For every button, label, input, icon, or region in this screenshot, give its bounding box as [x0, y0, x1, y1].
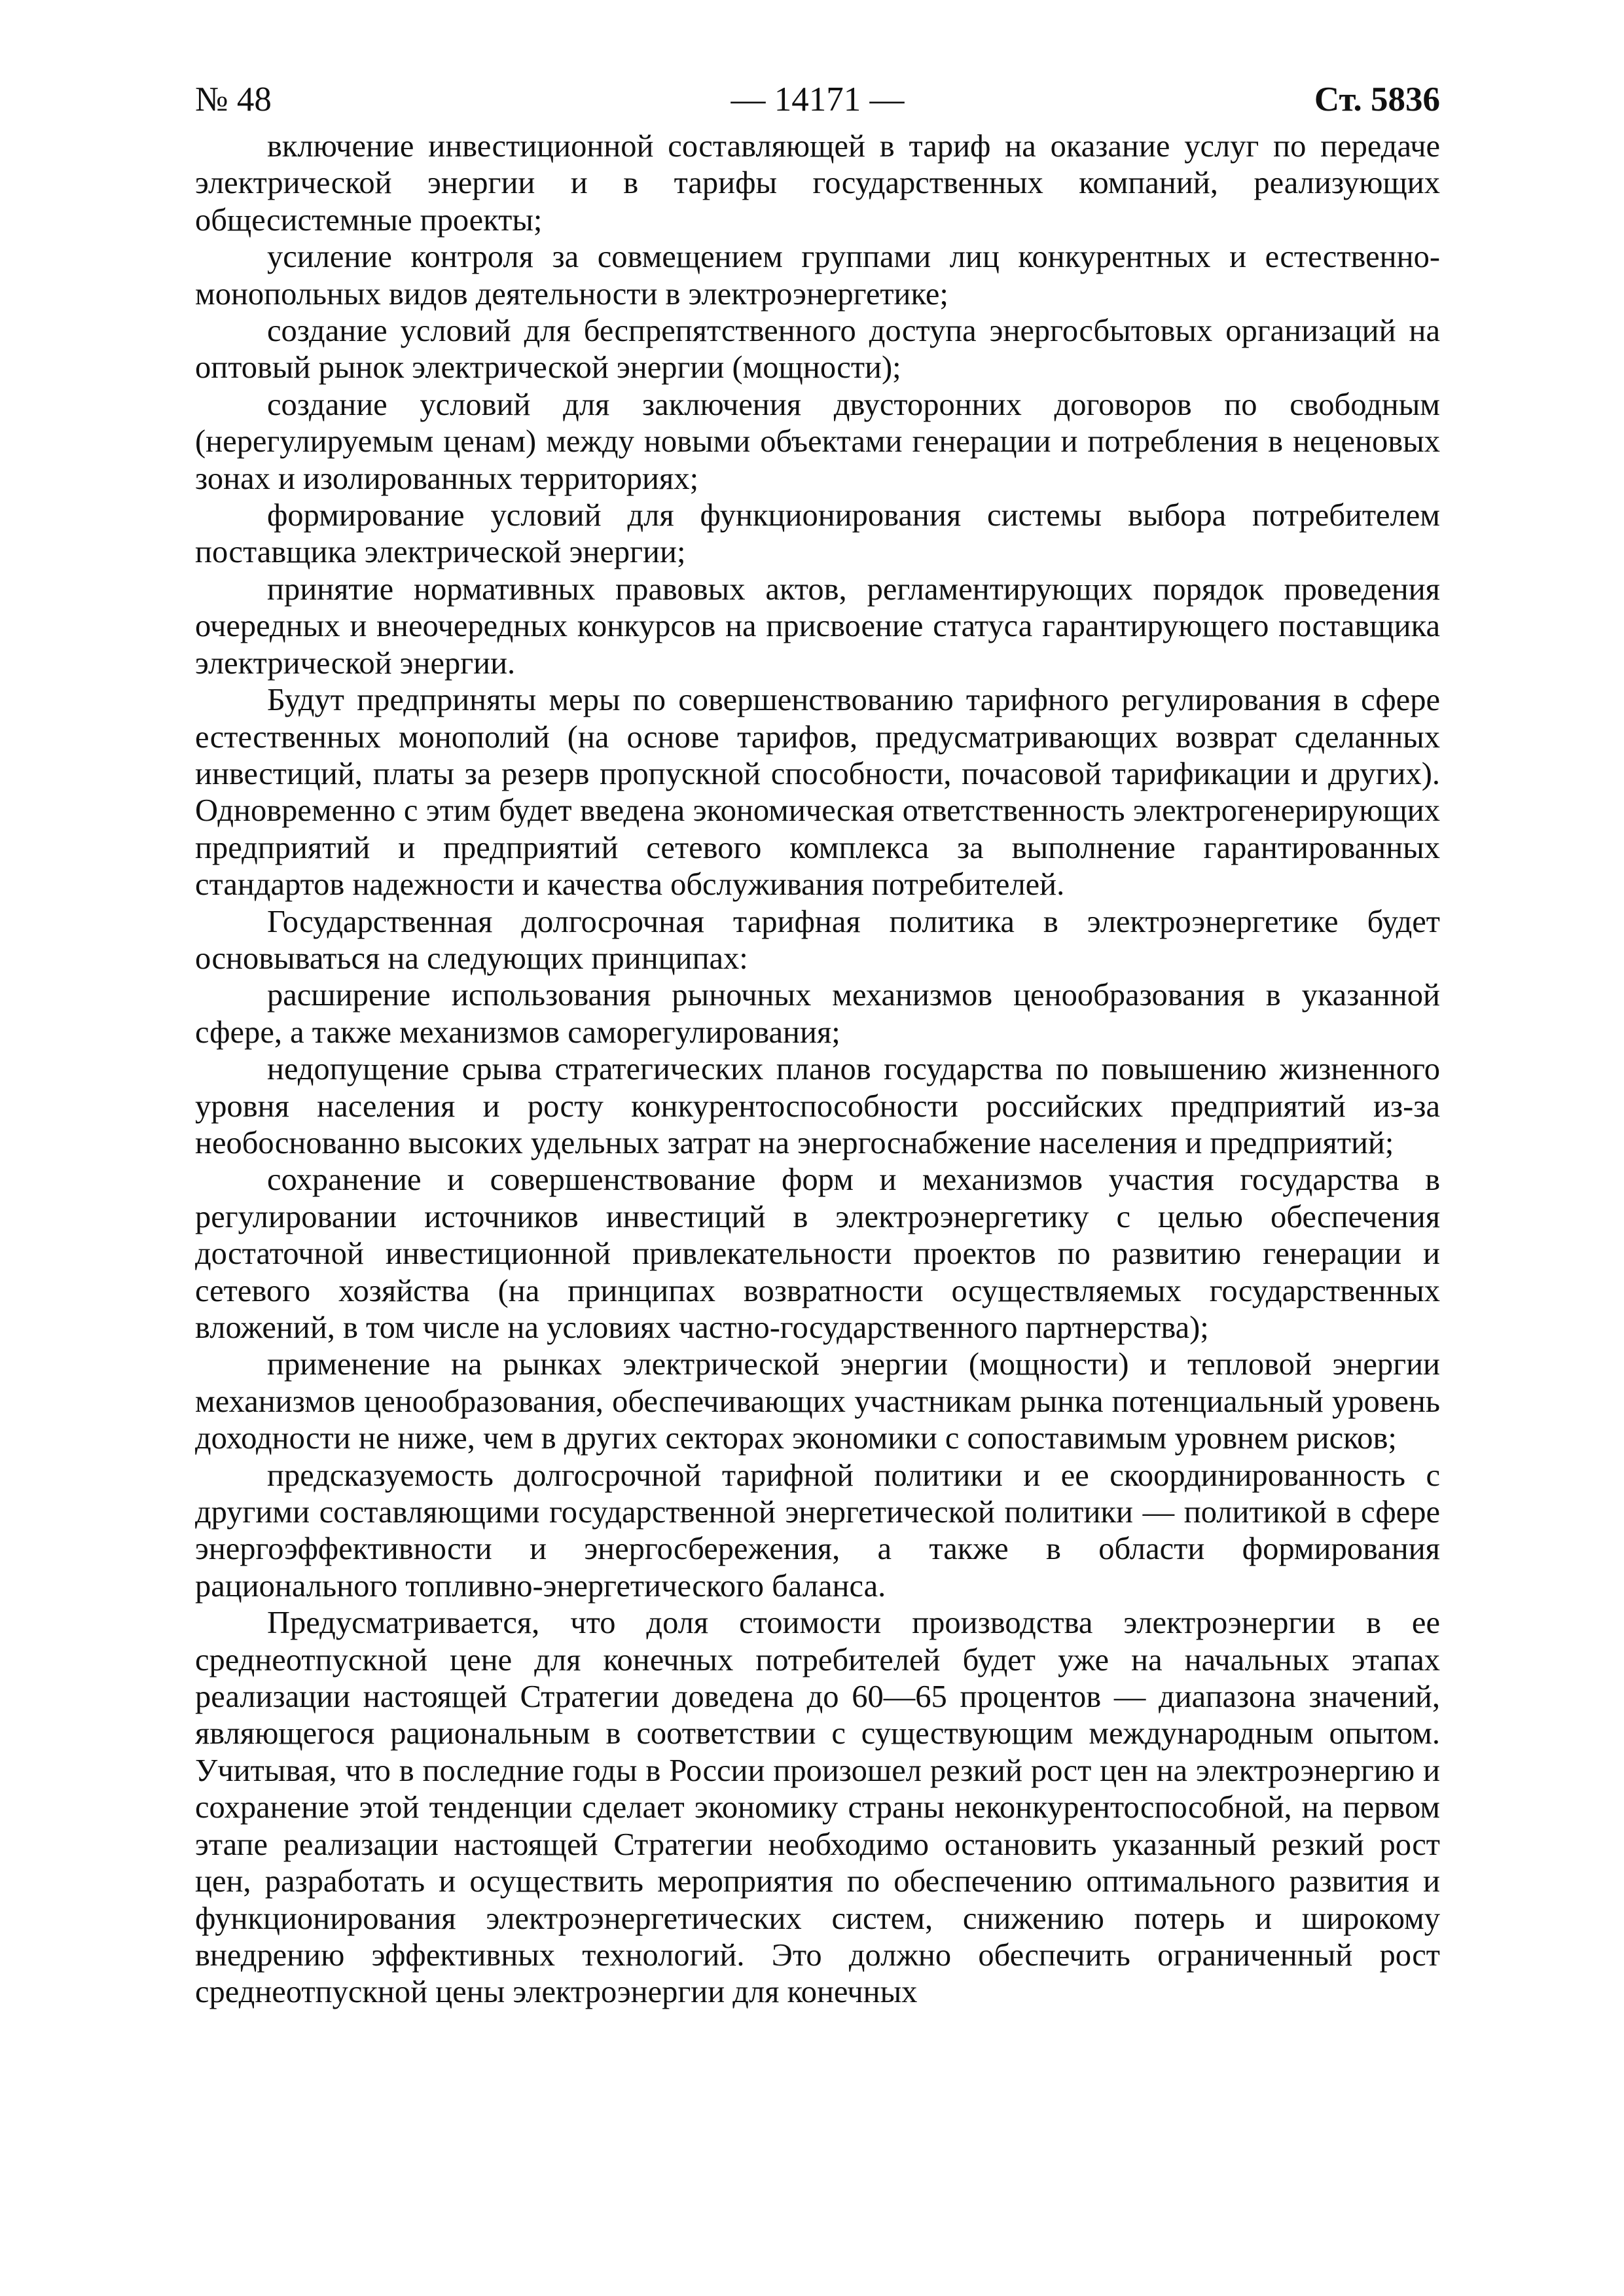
- page-number: — 14171 —: [731, 81, 905, 118]
- paragraph: сохранение и совершенствование форм и механизмов участия государства в регулировании источников инвестиций в электроэнергетику с целью обеспечения достаточной инвестиционной привлекательности проектов по развитию генерации и сетевого хозяйства (на принципах возвратности осуществляемых государственных вложений, в том числе на условиях частно-государственного партнерства);: [195, 1162, 1440, 1345]
- article-number: Ст. 5836: [1314, 81, 1440, 118]
- paragraph: включение инвестиционной составляющей в тариф на оказание услуг по передаче электрической энергии и в тарифы государственных компаний, реализующих общесистемные проекты;: [195, 129, 1440, 238]
- paragraph: недопущение срыва стратегических планов государства по повышению жизненного уровня населения и росту конкурентоспособности российских предприятий из-за необоснованно высоких удельных затрат на энергоснабжение населения и предприятий;: [195, 1052, 1440, 1160]
- body-text: [195, 128, 1440, 2011]
- paragraph: создание условий для заключения двусторонних договоров по свободным (нерегулируемым ценам) между новыми объектами генерации и потребления в неценовых зонах и изолированных территориях;: [195, 387, 1440, 496]
- document-page: [195, 72, 1440, 2251]
- paragraph: Будут предприняты меры по совершенствованию тарифного регулирования в сфере естественных монополий (на основе тарифов, предусматривающих возврат сделанных инвестиций, платы за резерв пропускной способности, почасовой тарификации и других). Одновременно с этим будет введена экономическая ответственность электрогенерирующих предприятий и предприятий сетевого комплекса за выполнение гарантированных стандартов надежности и качества обслуживания потребителей.: [195, 683, 1440, 903]
- paragraph: создание условий для беспрепятственного доступа энергосбытовых организаций на оптовый рынок электрической энергии (мощности);: [195, 314, 1440, 386]
- issue-number: № 48: [195, 81, 272, 118]
- paragraph: расширение использования рыночных механизмов ценообразования в указанной сфере, а также механизмов саморегулирования;: [195, 978, 1440, 1050]
- page-header: [195, 72, 1440, 127]
- paragraph: Государственная долгосрочная тарифная политика в электроэнергетике будет основываться на следующих принципах:: [195, 904, 1440, 976]
- paragraph: усиление контроля за совмещением группами лиц конкурентных и естественно-монопольных видов деятельности в электроэнергетике;: [195, 240, 1440, 312]
- paragraph: принятие нормативных правовых актов, регламентирующих порядок проведения очередных и внеочередных конкурсов на присвоение статуса гарантирующего поставщика электрической энергии.: [195, 571, 1440, 681]
- paragraph: Предусматривается, что доля стоимости производства электроэнергии в ее среднеотпускной цене для конечных потребителей будет уже на начальных этапах реализации настоящей Стратегии доведена до 60—65 процентов — диапазона значений, являющегося рациональным в соответствии с существующим международным опытом. Учитывая, что в последние годы в России произошел резкий рост цен на электроэнергию и сохранение этой тенденции сделает экономику страны неконкурентоспособной, на первом этапе реализации настоящей Стратегии необходимо остановить указанный резкий рост цен, разработать и осуществить мероприятия по обеспечению оптимального развития и функционирования электроэнергетических систем, снижению потерь и широкому внедрению эффективных технологий. Это должно обеспечить ограниченный рост среднеотпускной цены электроэнергии для конечных: [195, 1605, 1440, 2010]
- paragraph: применение на рынках электрической энергии (мощности) и тепловой энергии механизмов ценообразования, обеспечивающих участникам рынка потенциальный уровень доходности не ниже, чем в других секторах экономики с сопоставимым уровнем рисков;: [195, 1347, 1440, 1456]
- paragraph: формирование условий для функционирования системы выбора потребителем поставщика электрической энергии;: [195, 498, 1440, 570]
- paragraph: предсказуемость долгосрочной тарифной политики и ее скоординированность с другими составляющими государственной энергетической политики — политикой в сфере энергоэффективности и энергосбережения, а также в области формирования рационального топливно-энергетического баланса.: [195, 1458, 1440, 1604]
